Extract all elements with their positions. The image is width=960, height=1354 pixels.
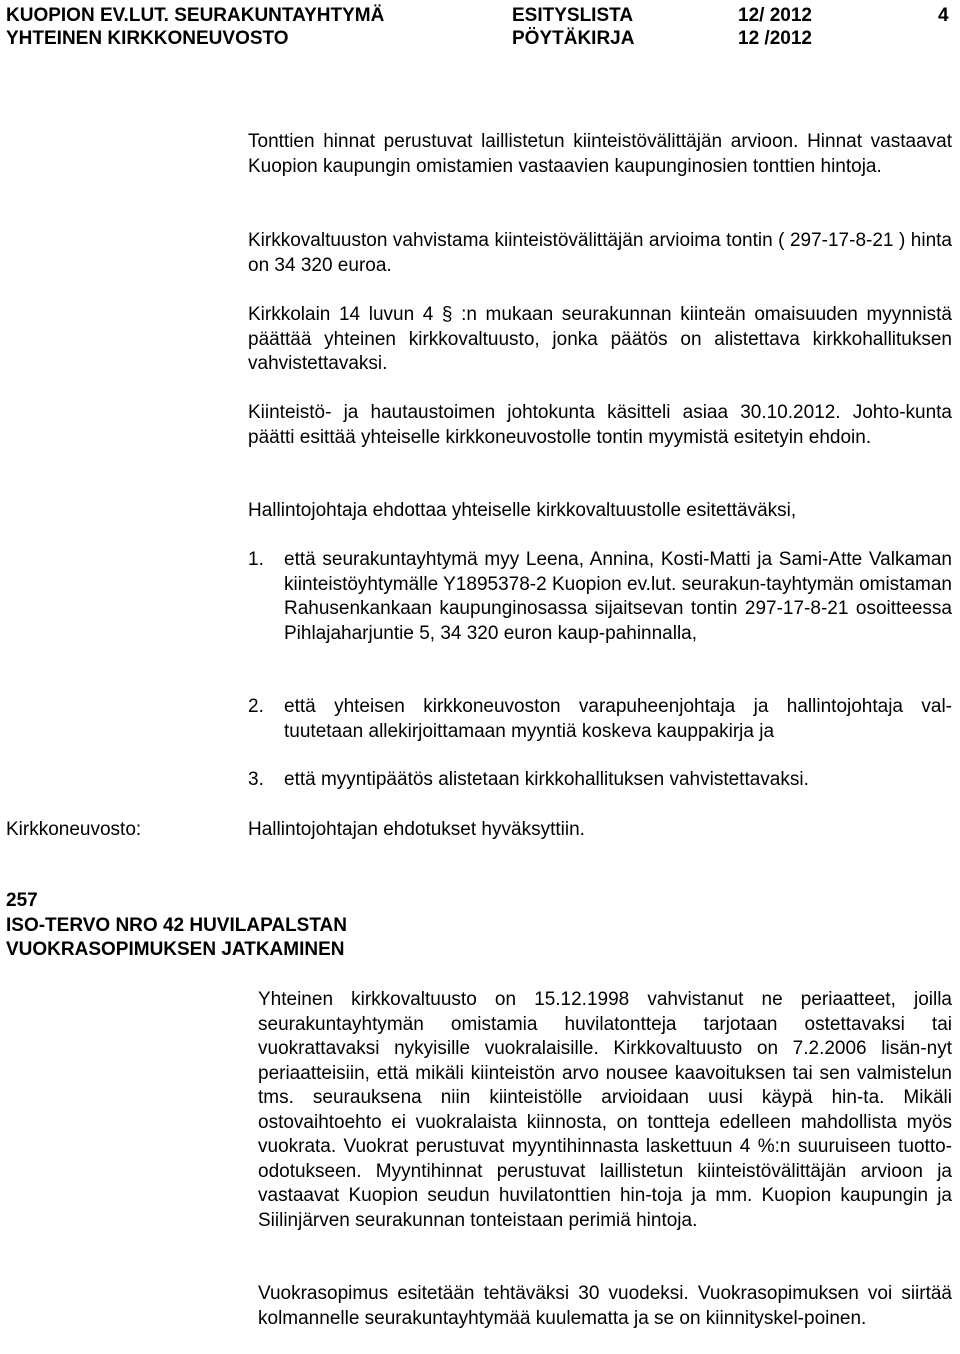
proposal-item	[248, 548, 952, 678]
header-agenda-number: 12/ 2012	[738, 5, 812, 26]
header-doc-type-minutes: PÖYTÄKIRJA	[512, 28, 635, 49]
page-number: 4	[938, 5, 949, 26]
page-header	[0, 0, 960, 52]
section-title: ISO-TERVO NRO 42 HUVILAPALSTAN VUOKRASOPIMUKSEN JATKAMINEN	[6, 915, 347, 960]
proposal-text: että myyntipäätös alistetaan kirkkohallituksen vahvistettavaksi.	[284, 769, 809, 790]
header-doc-type-agenda: ESITYSLISTA	[512, 5, 634, 26]
section-paragraph-principles: Yhteinen kirkkovaltuusto on 15.12.1998 vahvistanut ne periaatteet, joilla seurakuntayhtymän omistamia huvilatontteja tarjotaan ostettavaksi tai vuokrattavaksi nykyisille vuokralaisille. Kirkkovaltuusto on 7.2.2006 lisän-nyt periaatteisiin, että mikäli kiinteistön arvo nousee kaavoituksen tai sen valmistelun tms. seurauksena niin kiinteistölle arvioidaan uusi käypä hin-ta. Mikäli ostovaihtoehto ei vuokralaista kiinnosta, on tontteja edelleen mahdollista myös vuokrata. Vuokrat perustuvat myyntihinnasta laskettuun 4 %:n suuruiseen tuotto-odotukseen. Myyntihinnat perustuvat laillistetun kiinteistövälittäjän arvioon ja vastaavat Kuopion seudun huvilatonttien hin-toja ja mm. Kuopion kaupungin ja Siilinjärven seurakunnan tonteistaan perimiä hintoja.	[258, 989, 952, 1231]
decision-label: Kirkkoneuvosto:	[6, 819, 142, 840]
paragraph-church-law: Kirkkolain 14 luvun 4 § :n mukaan seurakunnan kiinteän omaisuuden myynnistä päättää yhteinen kirkkovaltuusto, jonka päätös on alistettava kirkkohallituksen vahvistettavaksi.	[248, 304, 952, 374]
header-body: YHTEINEN KIRKKONEUVOSTO	[6, 28, 289, 49]
proposal-item	[248, 768, 952, 794]
section-number: 257	[6, 890, 38, 911]
proposal-number: 1.	[248, 549, 264, 570]
proposal-item	[248, 695, 952, 749]
paragraph-plot-prices: Tonttien hinnat perustuvat laillistetun kiinteistövälittäjän arvioon. Hinnat vastaavat Kuopion kaupungin omistamien vastaavien kaupunginosien tonttien hintoja.	[248, 131, 952, 177]
header-minutes-number: 12 /2012	[738, 28, 812, 49]
proposal-text: että yhteisen kirkkoneuvoston varapuheenjohtaja ja hallintojohtaja val-tuutetaan allekirjoittamaan myyntiä koskeva kauppakirja ja	[284, 696, 952, 742]
proposal-number: 3.	[248, 769, 264, 790]
paragraph-board-decision: Kiinteistö- ja hautaustoimen johtokunta käsitteli asiaa 30.10.2012. Johto-kunta päätti esittää yhteiselle kirkkoneuvostolle tontin myymistä esitetyin ehdoin.	[248, 402, 952, 448]
decision-text: Hallintojohtajan ehdotukset hyväksyttiin.	[248, 819, 585, 840]
paragraph-confirmed-price: Kirkkovaltuuston vahvistama kiinteistövälittäjän arvioima tontin ( 297-17-8-21 ) hinta on 34 320 euroa.	[248, 230, 952, 276]
paragraph-proposal-intro: Hallintojohtaja ehdottaa yhteiselle kirkkovaltuustolle esitettäväksi,	[248, 500, 797, 521]
proposal-text: että seurakuntayhtymä myy Leena, Annina, Kosti-Matti ja Sami-Atte Valkaman kiinteistöyhtymälle Y1895378-2 Kuopion ev.lut. seurakun-tayhtymän omistaman Rahusenkankaan kaupunginosassa sijaitsevan tontin 297-17-8-21 osoitteessa Pihlajaharjuntie 5, 34 320 euron kaup-pahinnalla,	[284, 549, 952, 644]
section-paragraph-lease-term: Vuokrasopimus esitetään tehtäväksi 30 vuodeksi. Vuokrasopimuksen voi siirtää kolmannelle seurakuntayhtymää kuulematta ja se on kiinnityskel-poinen.	[258, 1283, 952, 1329]
proposal-number: 2.	[248, 696, 264, 717]
header-organization: KUOPION EV.LUT. SEURAKUNTAYHTYMÄ	[6, 5, 385, 26]
